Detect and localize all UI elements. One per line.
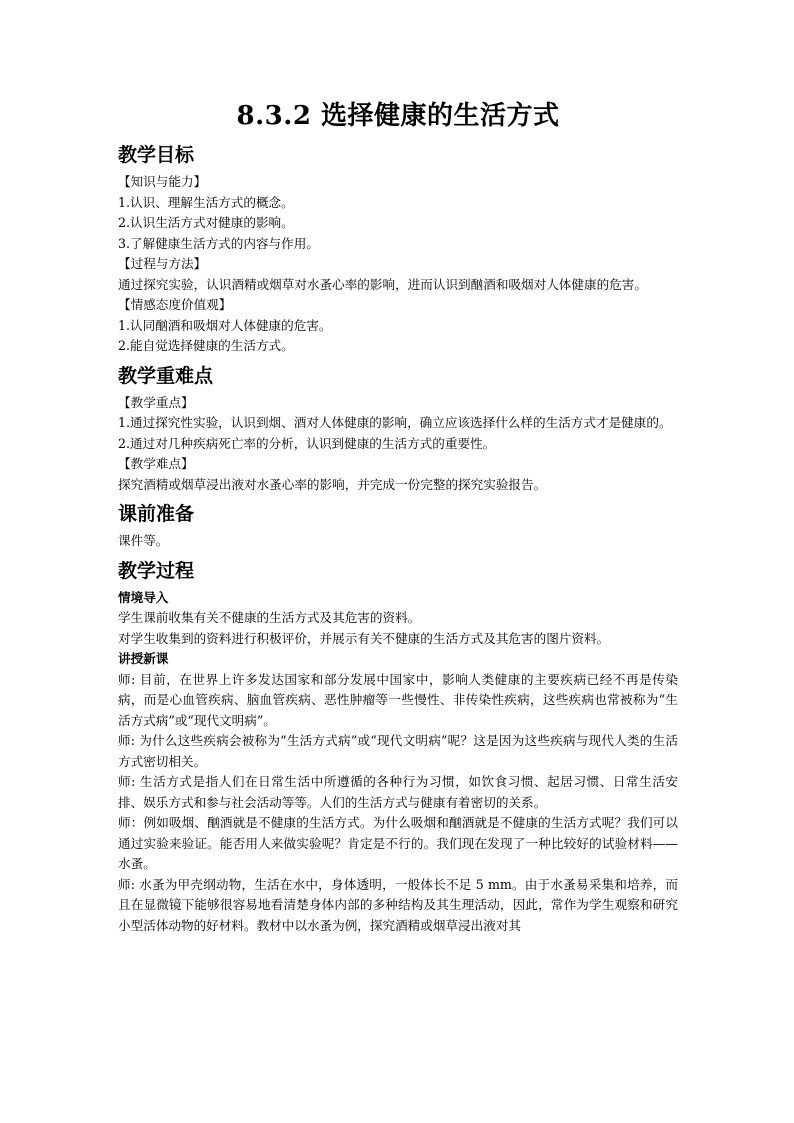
knowledge-item: 3.了解健康生活方式的内容与作用。 — [118, 235, 319, 251]
attitude-label: 【情感态度价值观】 — [118, 297, 232, 312]
intro-item: 学生课前收集有关不健康的生活方式及其危害的资料。 — [118, 610, 421, 625]
attitude-item: 2.能自觉选择健康的生活方式。 — [118, 338, 294, 353]
process-label: 【过程与方法】 — [118, 256, 207, 271]
focus-item: 1.通过探究性实验，认识到烟、酒对人体健康的影响，确立应该选择什么样的生活方式才是健康的。 — [118, 415, 672, 430]
knowledge-item: 1.认识、理解生活方式的概念。 — [118, 194, 294, 210]
keypoints-heading: 教学重难点 — [118, 364, 214, 387]
difficulty-text: 探究酒精或烟草浸出液对水蚤心率的影响，并完成一份完整的探究实验报告。 — [118, 476, 547, 492]
process-text: 通过探究实验，认识酒精或烟草对水蚤心率的影响，进而认识到酗酒和吸烟对人体健康的危害。 — [118, 276, 647, 292]
objectives-heading: 教学目标 — [118, 144, 195, 166]
lecture-label: 讲授新课 — [118, 651, 169, 666]
knowledge-label: 【知识与能力】 — [118, 174, 207, 189]
intro-item: 对学生收集到的资料进行积极评价，并展示有关不健康的生活方式及其危害的图片资料。 — [118, 630, 610, 646]
intro-label: 情境导入 — [118, 589, 169, 605]
knowledge-item: 2.认识生活方式对健康的影响。 — [118, 215, 294, 230]
process-heading: 教学过程 — [118, 559, 195, 582]
preparation-heading: 课前准备 — [118, 503, 195, 525]
lecture-paragraph: 师: 生活方式是指人们在日常生活中所遵循的各种行为习惯，如饮食习惯、起居习惯、日常生活安排、娱乐方式和参与社会活动等等。人们的生活方式与健康有着密切的关系。 — [118, 774, 678, 810]
attitude-item: 1.认同酗酒和吸烟对人体健康的危害。 — [118, 317, 332, 333]
focus-label: 【教学重点】 — [118, 394, 194, 410]
lecture-paragraph: 师: 为什么这些疾病会被称为“生活方式病”或“现代文明病”呢？这是因为这些疾病与现代人类的生活方式密切相关。 — [118, 733, 678, 769]
lecture-paragraph: 师: 目前，在世界上许多发达国家和部分发展中国家中，影响人类健康的主要疾病已经不再是传染病，而是心血管疾病、脑血管疾病、恶性肿瘤等一些慢性、非传染性疾病，这些疾病也常被称为“生活方式病”或“现代文明病”。 — [118, 671, 678, 728]
lecture-paragraph: 师：例如吸烟、酗酒就是不健康的生活方式。为什么吸烟和酗酒就是不健康的生活方式呢？我们可以通过实验来验证。能否用人来做实验呢？肯定是不行的。我们现在发现了一种比较好的试验材料——水蚤。 — [118, 815, 678, 871]
lecture-paragraph: 师: 水蚤为甲壳纲动物，生活在水中，身体透明，一般体长不足 5 mm。由于水蚤易采集和培养，而且在显微镜下能够很容易地看清楚身体内部的多种结构及其生理活动，因此，常作为学生观察和研究小型活体动物的好材料。教材中以水蚤为例，探究酒精或烟草浸出液对其 — [118, 876, 678, 933]
document-page — [118, 96, 678, 936]
difficulty-label: 【教学难点】 — [118, 456, 194, 471]
preparation-text: 课件等。 — [118, 533, 169, 548]
document-title: 8.3.2 选择健康的生活方式 — [236, 101, 560, 131]
focus-item: 2.通过对几种疾病死亡率的分析，认识到健康的生活方式的重要性。 — [118, 435, 496, 451]
